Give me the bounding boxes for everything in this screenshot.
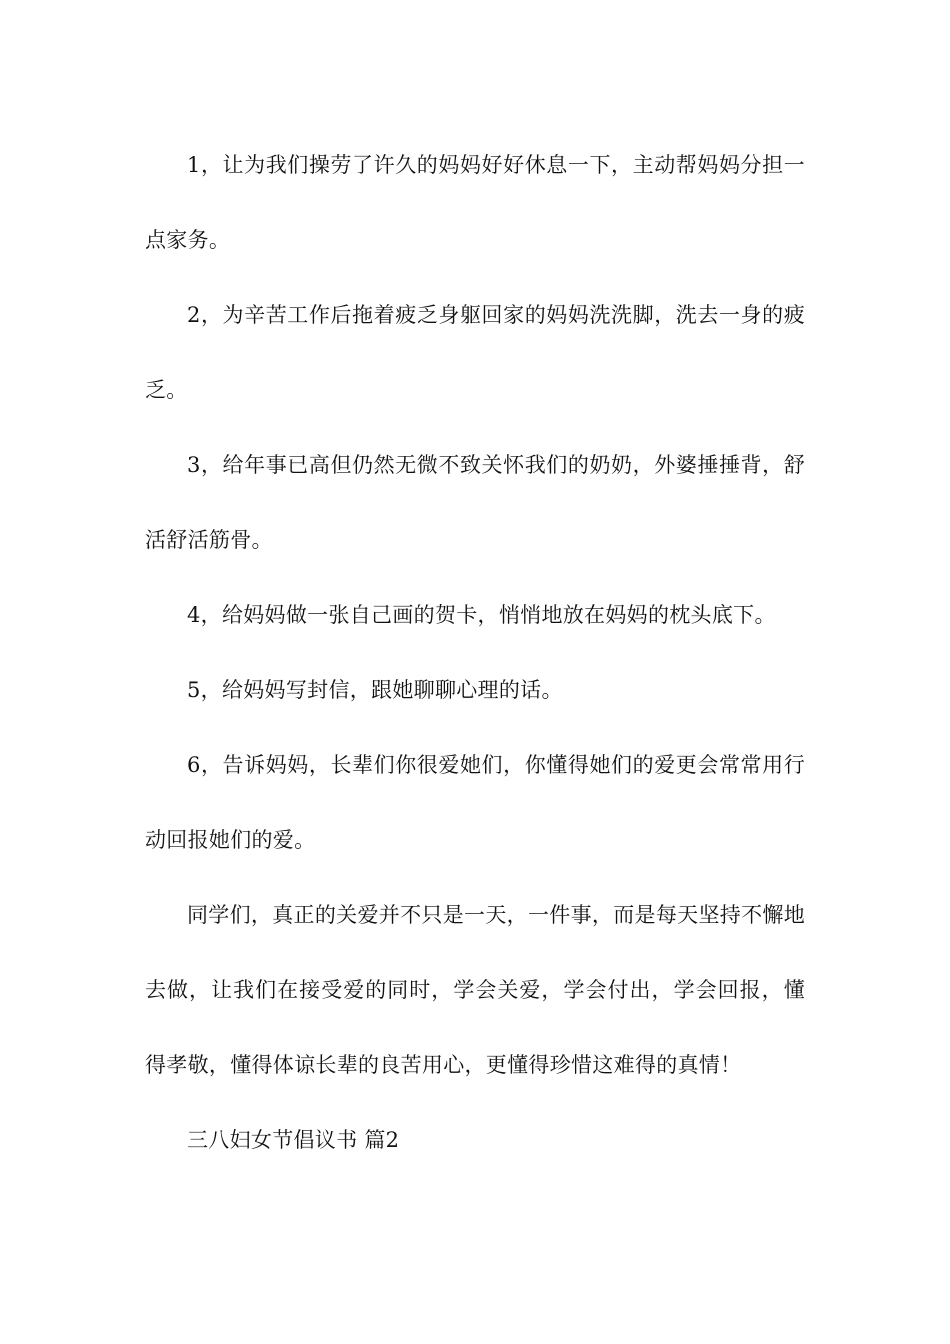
- paragraph-item-5: 5，给妈妈写封信，跟她聊聊心理的话。: [187, 678, 563, 702]
- paragraph-item-2: 2，为辛苦工作后拖着疲乏身躯回家的妈妈洗洗脚，洗去一身的疲乏。: [145, 303, 805, 402]
- paragraph-item-1: 1，让为我们操劳了许久的妈妈好好休息一下，主动帮妈妈分担一点家务。: [145, 153, 805, 252]
- paragraph-item-6: 6，告诉妈妈，长辈们你很爱她们，你懂得她们的爱更会常常用行动回报她们的爱。: [145, 753, 805, 852]
- closing-paragraph: 同学们，真正的关爱并不只是一天，一件事，而是每天坚持不懈地去做，让我们在接受爱的同时，学会关爱，学会付出，学会回报，懂得孝敬，懂得体谅长辈的良苦用心，更懂得珍惜这难得的真情！: [145, 903, 805, 1077]
- document-body: [145, 128, 805, 1178]
- section-heading: 三八妇女节倡议书 篇2: [187, 1128, 400, 1152]
- paragraph-item-3: 3，给年事已高但仍然无微不致关怀我们的奶奶，外婆捶捶背，舒活舒活筋骨。: [145, 453, 805, 552]
- paragraph-item-4: 4，给妈妈做一张自己画的贺卡，悄悄地放在妈妈的枕头底下。: [187, 603, 776, 627]
